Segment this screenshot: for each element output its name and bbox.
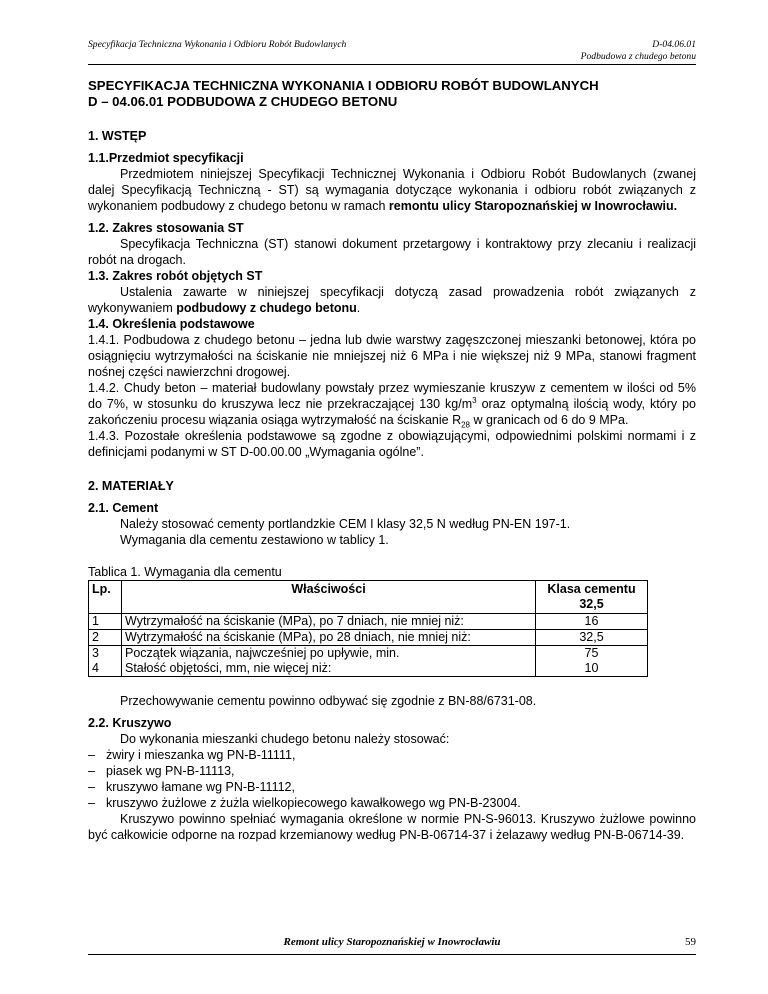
document-title [88,78,696,110]
table-row [89,661,648,677]
section-1-3-text-bold: podbudowy z chudego betonu [176,301,357,315]
section-2-heading: 2. MATERIAŁY [88,479,174,493]
table-cell-property: Stałość objętości, mm, nie więcej niż: [122,661,536,677]
aggregate-list [88,747,696,811]
section-1-4-1-text: 1.4.1. Podbudowa z chudego betonu – jedna lub dwie warstwy zagęszczonej mieszanki betonowej, która po osiągnięciu wytrzymałości na ściskanie nie mniejszej niż 6 MPa i nie większej niż 9 MPa, stanowi fragment nośnej części nawierzchni drogowej. [88,333,696,379]
section-2-1-text [88,516,696,548]
table-cell-lp: 1 [89,614,122,630]
header-subject: Podbudowa z chudego betonu [580,51,696,62]
superscript: 3 [472,395,477,405]
section-1-3-text [88,284,696,316]
cement-requirements-table [88,580,648,677]
title-line-2: D – 04.06.01 PODBUDOWA Z CHUDEGO BETONU [88,94,398,109]
table-cell-value: 16 [536,614,648,630]
column-header-cement-class: Klasa cementu 32,5 [536,581,648,614]
section-1-4-2-text-c: w granicach od 6 do 9 MPa. [470,413,629,427]
section-1-heading: 1. WSTĘP [88,129,147,143]
page-number: 59 [685,936,696,948]
page-footer [88,934,696,955]
section-1-1-text-a: Przedmiotem niniejszej Specyfikacji Technicznej Wykonania i Odbioru Robót Budowlanych (zwanej dalej Specyfikacją Techniczną - ST) są wymagania dotyczące wykonania i odbioru robót związanych z wykonaniem podbudowy z chudego betonu w ramach [88,167,696,213]
list-item: – kruszywo żużlowe z żużla wielkopiecowego kawałkowego wg PN-B-23004. [88,795,696,811]
section-2-2-heading: 2.2. Kruszywo [88,716,172,730]
table-row [89,630,648,646]
section-1-4-heading: 1.4. Określenia podstawowe [88,317,255,331]
column-header-lp: Lp. [89,581,122,614]
section-1-4-3-text: 1.4.3. Pozostałe określenia podstawowe są zgodne z obowiązującymi, odpowiednimi polskimi normami i z definicjami podanymi w ST D-00.00.00 „Wymagania ogólne”. [88,429,696,459]
section-1-3-text-end: . [356,301,361,315]
table-row [89,614,648,630]
section-1-2-heading: 1.2. Zakres stosowania ST [88,221,244,235]
section-1-3-text-a: Ustalenia zawarte w niniejszej specyfikacji dotyczą zasad prowadzenia robót związanych z wykonywaniem [88,285,696,315]
table-cell-property: Wytrzymałość na ściskanie (MPa), po 28 dniach, nie mniej niż: [122,630,536,646]
table-cell-property: Wytrzymałość na ściskanie (MPa), po 7 dniach, nie mniej niż: [122,614,536,630]
page-header [88,34,696,65]
section-1-2-text: Specyfikacja Techniczna (ST) stanowi dokument przetargowy i kontraktowy przy zlecaniu i realizacji robót na drogach. [88,237,696,267]
list-item: – piasek wg PN-B-11113, [88,763,696,779]
header-code: D-04.06.01 [652,39,696,50]
table-cell-lp: 4 [89,661,122,677]
section-2-1-line-1: Należy stosować cementy portlandzkie CEM I klasy 32,5 N według PN-EN 197-1. [120,517,571,531]
section-1-4-2-text-a: 1.4.2. Chudy beton – materiał budowlany powstały przez wymieszanie kruszyw z cementem w ilości od 5% do 7%, w stosunku do kruszywa lecz nie przekraczającej 130 kg/m [88,381,696,411]
section-1-3-heading: 1.3. Zakres robót objętych ST [88,269,263,283]
table-caption: Tablica 1. Wymagania dla cementu [88,565,282,579]
list-item: – kruszywo łamane wg PN-B-11112, [88,779,696,795]
section-1-1-text [88,166,696,214]
table-cell-property: Początek wiązania, najwcześniej po upływie, min. [122,646,536,662]
section-2-1-line-2: Wymagania dla cementu zestawiono w tablicy 1. [120,533,389,547]
column-header-properties: Właściwości [122,581,536,614]
list-item: – żwiry i mieszanka wg PN-B-11111, [88,747,696,763]
section-2-2-closing: Kruszywo powinno spełniać wymagania określone w normie PN-S-96013. Kruszywo żużlowe powinno być całkowicie odporne na rozpad krzemianowy według PN-B-06714-37 i żelazawy według PN-B-06714-39. [88,812,696,842]
section-1-1-heading: 1.1.Przedmiot specyfikacji [88,151,244,165]
section-2-2-intro: Do wykonania mieszanki chudego betonu należy stosować: [120,732,450,746]
table-header-row [89,581,648,614]
header-spec-title: Specyfikacja Techniczna Wykonania i Odbioru Robót Budowlanych [88,39,347,50]
table-cell-lp: 2 [89,630,122,646]
table-cell-lp: 3 [89,646,122,662]
cement-storage-text: Przechowywanie cementu powinno odbywać się zgodnie z BN-88/6731-08. [120,694,537,708]
section-1-1-text-bold: remontu ulicy Staropoznańskiej w Inowrocławiu. [388,199,678,213]
subscript: 28 [461,420,470,430]
footer-project-name: Remont ulicy Staropoznańskiej w Inowrocławiu [283,936,501,948]
table-cell-value: 32,5 [536,630,648,646]
table-row [89,646,648,662]
title-line-1: SPECYFIKACJA TECHNICZNA WYKONANIA I ODBIORU ROBÓT BUDOWLANYCH [88,78,599,93]
document-body [88,78,696,843]
table-cell-value: 75 [536,646,648,662]
section-2-1-heading: 2.1. Cement [88,501,159,515]
section-1-4-2-text-b: oraz optymalną ilością wody, który po zakończeniu procesu wiązania osiąga wytrzymałość na ściskanie R [88,397,697,427]
section-1-4-2-text [88,380,696,428]
header-spec-code [581,39,696,63]
table-cell-value: 10 [536,661,648,677]
